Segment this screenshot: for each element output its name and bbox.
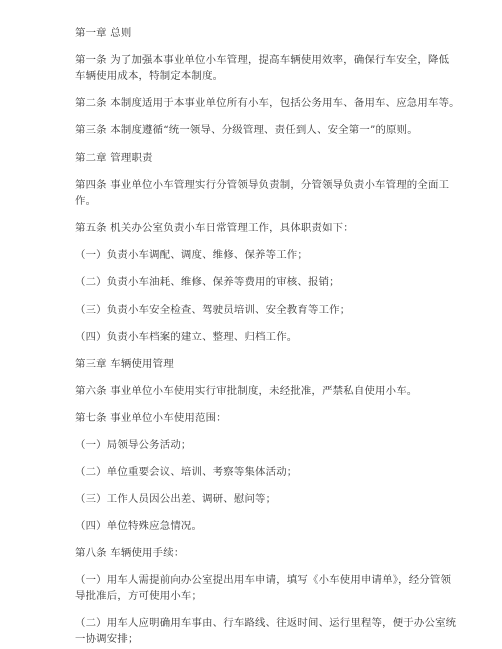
article-7-item-2: （二）单位重要会议、培训、考察等集体活动； <box>75 466 298 478</box>
article-5-item-4: （四）负责小车档案的建立、整理、归档工作。 <box>75 331 298 343</box>
article-8-item-2-line-1: （二）用车人应明确用车事由、行车路线、往返时间、运行里程等，便于办公室统 <box>75 617 457 629</box>
article-4-line-2: 作。 <box>75 195 97 207</box>
chapter-1-heading: 第一章 总则 <box>75 27 132 39</box>
article-5: 第五条 机关办公室负责小车日常管理工作，具体职责如下： <box>75 222 354 234</box>
article-4-line-1: 第四条 事业单位小车管理实行分管领导负责制，分管领导负责小车管理的全面工 <box>75 179 450 191</box>
article-5-item-3: （三）负责小车安全检查、驾驶员培训、安全教育等工作； <box>75 304 351 316</box>
article-7-item-4: （四）单位特殊应急情况。 <box>75 520 203 532</box>
article-3: 第三条 本制度遵循“统一领导、分级管理、责任到人、安全第一”的原则。 <box>75 124 418 136</box>
chapter-3-heading: 第三章 车辆使用管理 <box>75 358 174 370</box>
article-6: 第六条 事业单位小车使用实行审批制度，未经批准，严禁私自使用小车。 <box>75 385 418 397</box>
article-5-item-1: （一）负责小车调配、调度、维修、保养等工作； <box>75 249 308 261</box>
article-7: 第七条 事业单位小车使用范围： <box>75 412 227 424</box>
article-5-item-2: （二）负责小车油耗、维修、保养等费用的审核、报销； <box>75 276 340 288</box>
article-7-item-3: （三）工作人员因公出差、调研、慰问等； <box>75 493 277 505</box>
chapter-2-heading: 第二章 管理职责 <box>75 152 153 164</box>
article-8-item-2-line-2: 一协调安排； <box>75 633 139 645</box>
article-1-line-1: 第一条 为了加强本事业单位小车管理，提高车辆使用效率，确保行车安全，降低 <box>75 54 450 66</box>
article-8-item-1-line-2: 导批准后，方可使用小车； <box>75 590 203 602</box>
article-8: 第八条 车辆使用手续： <box>75 547 185 559</box>
article-1-line-2: 车辆使用成本，特制定本制度。 <box>75 70 224 82</box>
article-2: 第二条 本制度适用于本事业单位所有小车，包括公务用车、备用车、应急用车等。 <box>75 97 460 109</box>
article-7-item-1: （一）局领导公务活动； <box>75 439 192 451</box>
article-8-item-1-line-1: （一）用车人需提前向办公室提出用车申请，填写《小车使用申请单》，经分管领 <box>75 574 452 586</box>
